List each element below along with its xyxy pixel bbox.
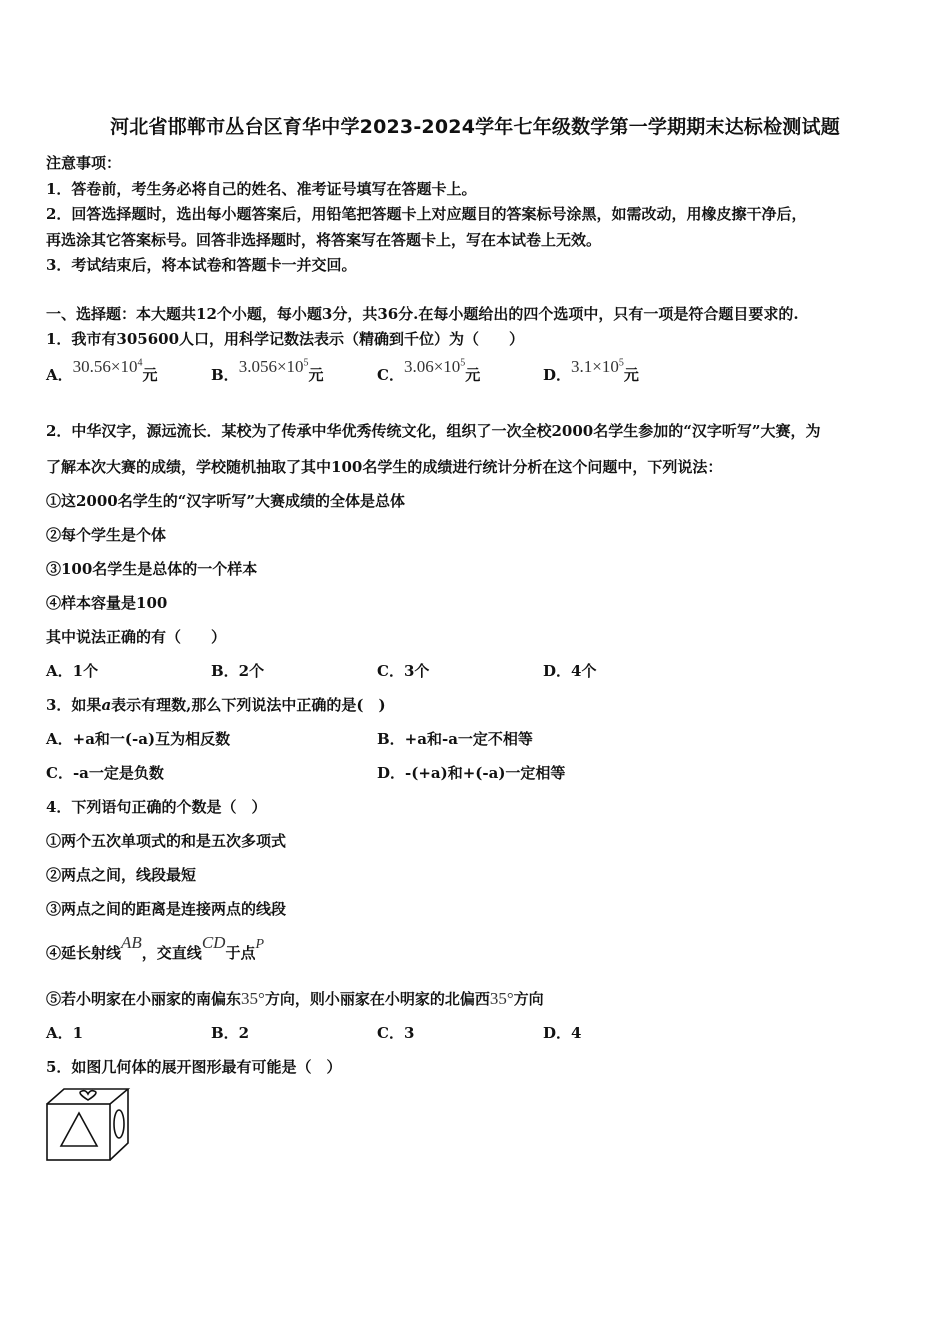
notice-item-3: 3．考试结束后，将本试卷和答题卡一并交回。 bbox=[46, 256, 357, 274]
q3-option-c: C．-a一定是负数 bbox=[46, 764, 164, 782]
q1-option-b: B．$3.056\times 10^5$元 bbox=[211, 357, 324, 384]
q2-ask: 其中说法正确的有（ ） bbox=[46, 628, 227, 646]
q4-option-b: B．2 bbox=[211, 1024, 250, 1042]
triangle-shape bbox=[61, 1113, 97, 1146]
q2-statement-2: ②每个学生是个体 bbox=[46, 526, 167, 544]
page-title: 河北省邯郸市丛台区育华中学2023-2024学年七年级数学第一学期期末达标检测试题 bbox=[110, 116, 840, 138]
q2-statement-4: ④样本容量是100 bbox=[46, 594, 168, 612]
q4-stem: 4．下列语句正确的个数是（ ） bbox=[46, 798, 267, 816]
q2-option-a: A．1个 bbox=[46, 662, 99, 680]
notice-item-2a: 2．回答选择题时，选出每小题答案后，用铅笔把答题卡上对应题目的答案标号涂黑，如需改动，用橡皮擦干净后， bbox=[46, 205, 807, 223]
q4-option-a: A．1 bbox=[46, 1024, 84, 1042]
cube-figure bbox=[44, 1086, 134, 1164]
cube-right-face bbox=[110, 1089, 128, 1160]
q2-statement-3: ③100名学生是总体的一个样本 bbox=[46, 560, 258, 578]
q3-option-a: A．+a和一(-a)互为相反数 bbox=[46, 730, 231, 748]
notice-item-1: 1．答卷前，考生务必将自己的姓名、准考证号填写在答题卡上。 bbox=[46, 180, 477, 198]
q5-stem: 5．如图几何体的展开图形最有可能是（ ） bbox=[46, 1058, 342, 1076]
q4-option-c: C．3 bbox=[377, 1024, 415, 1042]
q1-option-c: C．$3.06\times 10^5$元 bbox=[377, 357, 481, 384]
notice-item-2b: 再选涂其它答案标号。回答非选择题时，将答案写在答题卡上，写在本试卷上无效。 bbox=[46, 231, 602, 249]
q2-option-d: D．4个 bbox=[543, 662, 597, 680]
cube-top-face bbox=[47, 1089, 128, 1104]
q1-option-d: D．$3.1\times 10^5$元 bbox=[543, 357, 639, 384]
q2-stem-line-1: 2．中华汉字，源远流长．某校为了传承中华优秀传统文化，组织了一次全校2000名学生参加的“汉字听写”大赛，为 bbox=[46, 422, 821, 440]
section-heading: 一、选择题：本大题共12个小题，每小题3分，共36分.在每小题给出的四个选项中，只有一项是符合题目要求的. bbox=[46, 305, 799, 323]
q4-option-d: D．4 bbox=[543, 1024, 582, 1042]
heart-shape bbox=[80, 1091, 96, 1100]
q4-statement-2: ②两点之间，线段最短 bbox=[46, 866, 197, 884]
q2-option-b: B．2个 bbox=[211, 662, 265, 680]
q3-option-b: B．+a和-a一定不相等 bbox=[377, 730, 533, 748]
q2-stem-line-2: 了解本次大赛的成绩，学校随机抽取了其中100名学生的成绩进行统计分析在这个问题中，下列说法： bbox=[46, 458, 723, 476]
q4-statement-5: ⑤若小明家在小丽家的南偏东35°方向，则小丽家在小明家的北偏西35°方向 bbox=[46, 989, 544, 1008]
q3-stem: 3．如果a表示有理数,那么下列说法中正确的是( ) bbox=[46, 696, 386, 714]
notice-heading: 注意事项： bbox=[46, 154, 122, 172]
q2-statement-1: ①这2000名学生的“汉字听写”大赛成绩的全体是总体 bbox=[46, 492, 406, 510]
q4-statement-1: ①两个五次单项式的和是五次多项式 bbox=[46, 832, 287, 850]
q4-statement-4: ④延长射线AB，交直线CD于点P bbox=[46, 933, 265, 962]
q3-option-d: D．-(+a)和+(-a)一定相等 bbox=[377, 764, 566, 782]
q1-option-a: A．$30.56\times 10^4$元 bbox=[46, 357, 158, 384]
q1-stem: 1．我市有305600人口，用科学记数法表示（精确到千位）为（ ） bbox=[46, 330, 525, 348]
ellipse-shape bbox=[114, 1110, 124, 1138]
q2-option-c: C．3个 bbox=[377, 662, 430, 680]
q4-statement-3: ③两点之间的距离是连接两点的线段 bbox=[46, 900, 287, 918]
